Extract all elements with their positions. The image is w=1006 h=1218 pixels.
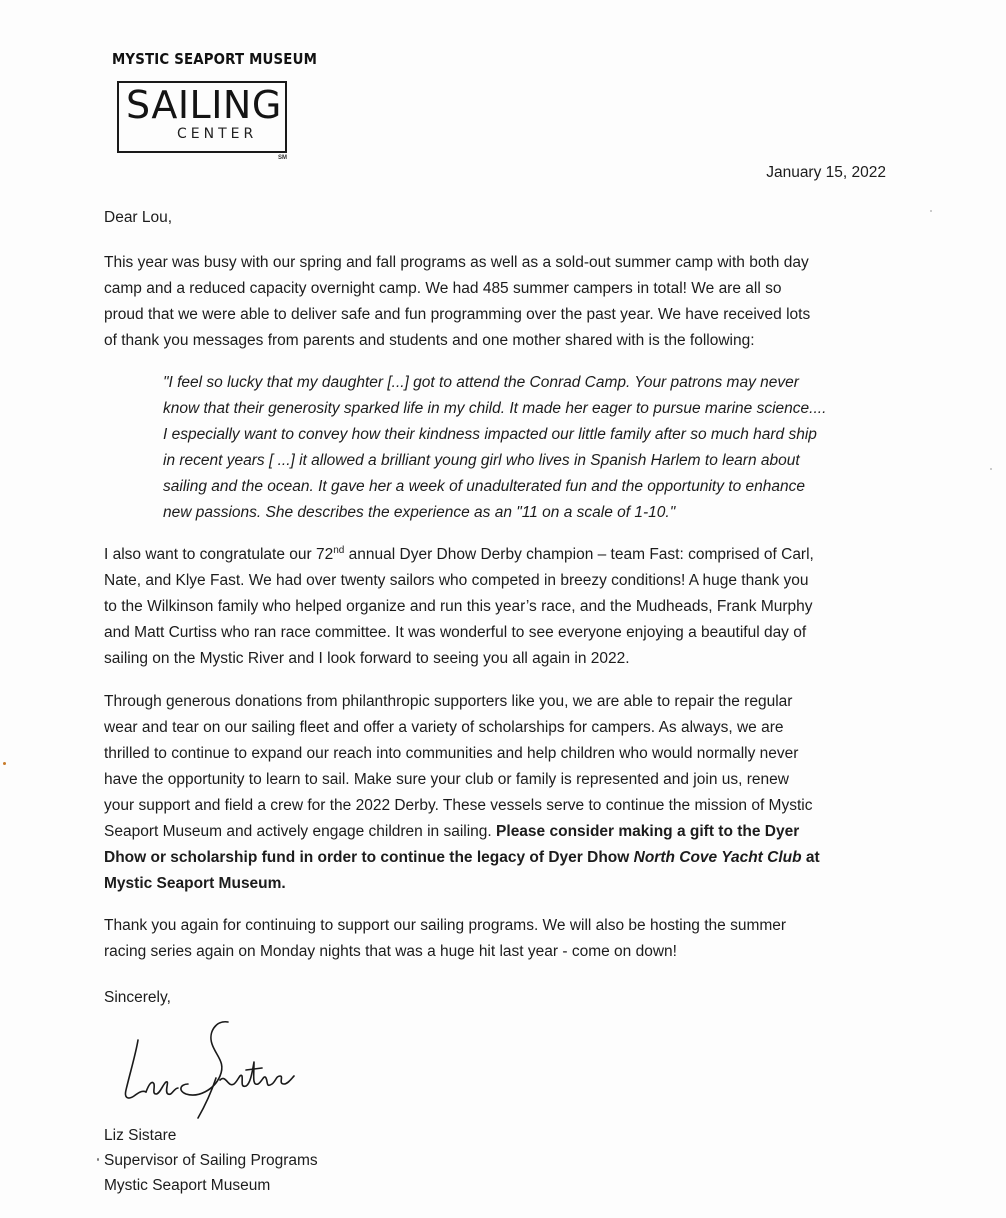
gift-appeal-start: Please consider making a gift to the Dyer [496,823,800,840]
sailing-center-logo [117,81,287,153]
quote-line: new passions. She describes the experience as an "11 on a scale of 1-10." [163,504,676,521]
yacht-club-name: North Cove Yacht Club [633,849,802,866]
paragraph-4 [104,913,894,965]
paragraph-line: camp and a reduced capacity overnight camp. We had 485 summer campers in total! We are all so [104,280,782,297]
signer-name: Liz Sistare [104,1127,177,1144]
service-mark: SM [278,155,287,161]
paragraph-line [104,542,894,568]
logo-word [126,83,282,127]
paragraph-3 [104,689,894,897]
quote-line: know that their generosity sparked life in my child. It made her eager to pursue marine science.... [163,400,827,417]
handwritten-signature [116,1018,296,1123]
derby-ordinal-number: 72 [315,546,334,563]
paragraph-line: racing series again on Monday nights that was a huge hit last year - come on down! [104,943,677,960]
paragraph-line: Through generous donations from philanthropic supporters like you, we are able to repair the regular [104,693,793,710]
paragraph-line [104,819,894,845]
paragraph-line: Nate, and Klye Fast. We had over twenty sailors who competed in breezy conditions! A huge thank you [104,572,809,589]
paragraph-line: wear and tear on our sailing fleet and offer a variety of scholarships for campers. As always, we are [104,719,784,736]
logo-subword: CENTER [177,126,258,142]
signer-organization: Mystic Seaport Museum [104,1177,271,1194]
greeting: Dear Lou, [104,209,173,226]
quote-line: in recent years [ ...] it allowed a brilliant young girl who lives in Spanish Harlem to learn about [163,452,800,469]
letter-date: January 15, 2022 [766,164,886,181]
gift-appeal-end: Mystic Seaport Museum. [104,875,286,892]
paragraph-line: of thank you messages from parents and students and one mother shared with is the following: [104,332,755,349]
gift-appeal-middle: Dhow or scholarship fund in order to continue the legacy of Dyer Dhow [104,849,634,866]
paragraph-line: This year was busy with our spring and fall programs as well as a sold-out summer camp with both day [104,254,809,271]
paragraph-line: and Matt Curtiss who ran race committee. It was wonderful to see everyone enjoying a beautiful day of [104,624,807,641]
paragraph-line: your support and field a crew for the 2022 Derby. These vessels serve to continue the mission of Mystic [104,797,813,814]
parent-quote [163,370,898,526]
paragraph-line: proud that we were able to deliver safe and fun programming over the past year. We have received lots [104,306,811,323]
closing: Sincerely, [104,989,171,1006]
mission-text: Seaport Museum and actively engage children in sailing. [104,823,497,840]
quote-line: I especially want to convey how their kindness impacted our little family after so much hard ship [163,426,817,443]
logo-word-text: SAILING [126,83,282,127]
paragraph-line [104,845,894,871]
derby-text-end: annual Dyer Dhow Derby champion – team Fast: comprised of Carl, [344,546,814,563]
organization-name: MYSTIC SEAPORT MUSEUM [112,50,318,68]
derby-ordinal-suffix: nd [333,544,345,556]
derby-text-start: I also want to congratulate our [104,546,316,563]
paragraph-line: to the Wilkinson family who helped organize and run this year’s race, and the Mudheads, Frank Murphy [104,598,813,615]
paragraph-line: sailing on the Mystic River and I look forward to seeing you all again in 2022. [104,650,630,667]
paragraph-line: Thank you again for continuing to support our sailing programs. We will also be hosting the summer [104,917,787,934]
paragraph-line: have the opportunity to learn to sail. Make sure your club or family is represented and join us, renew [104,771,789,788]
quote-line: sailing and the ocean. It gave her a week of unadulterated fun and the opportunity to enhance [163,478,805,495]
paragraph-2 [104,542,894,672]
signer-title: Supervisor of Sailing Programs [104,1152,318,1169]
paragraph-line: thrilled to continue to expand our reach into communities and help children who would normally never [104,745,799,762]
paragraph-1 [104,250,894,354]
quote-line: "I feel so lucky that my daughter [...] got to attend the Conrad Camp. Your patrons may never [163,374,799,391]
gift-appeal-at: at [801,849,820,866]
